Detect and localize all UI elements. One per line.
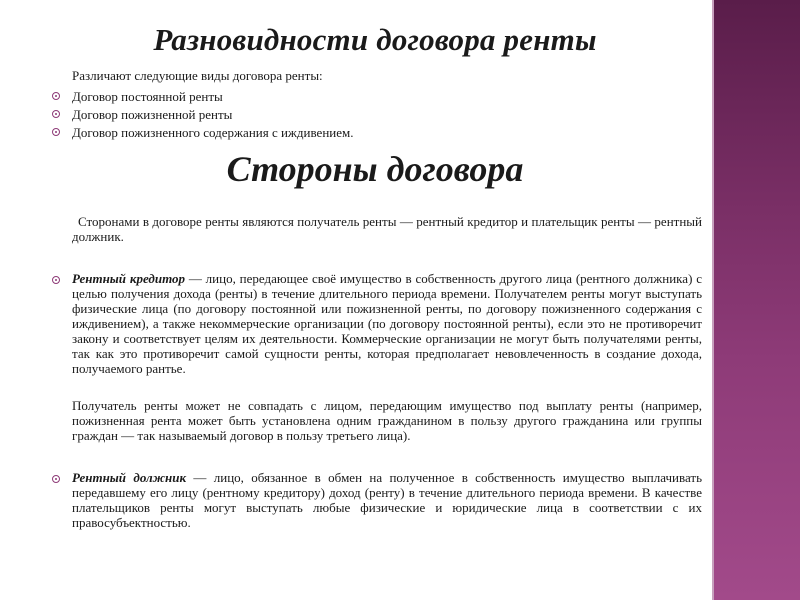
list-item <box>0 124 353 142</box>
bullet-icon <box>52 92 60 100</box>
bullet-icon <box>52 276 60 284</box>
slide-title: Разновидности договора ренты <box>153 22 597 57</box>
debtor-definition: — лицо, обязанное в обмен на полученное в собственность имущество выплачивать передавшему его лицу (рентному кредитору) доход (ренту) в течение длительного периода времени. В качестве плательщиков ренты могут выступать любые физические и юридические лица в соответствии с их правосубъектностью. <box>72 470 703 530</box>
kinds-intro: Различают следующие виды договора ренты: <box>72 68 323 83</box>
list-item <box>0 106 353 124</box>
kinds-list <box>0 88 353 142</box>
debtor-term: Рентный должник <box>72 470 187 485</box>
bullet-icon <box>52 128 60 136</box>
creditor-paragraph <box>72 271 702 376</box>
creditor-definition: — лицо, передающее своё имущество в собственность другого лица (рентного должника) с целью получения дохода (ренты) в течение длительного периода времени. Получателем ренты могут выступать физические лица (по договору постоянной или пожизненной ренты, по договору пожизненного содержания с иждивением), а также некоммерческие организации (по договору постоянной ренты), если это не противоречит закону и соответствует целям их деятельности. Коммерческие организации не могут быть получателями ренты, так как это противоречит самой сущности ренты, которая предполагает невовлеченность в создание дохода, получаемого рантье. <box>72 271 702 376</box>
creditor-term: Рентный кредитор <box>72 271 186 286</box>
debtor-paragraph <box>72 470 702 530</box>
list-item-text: Договор пожизненной ренты <box>72 107 233 122</box>
parties-heading: Стороны договора <box>226 149 524 189</box>
bullet-icon <box>52 110 60 118</box>
list-item-text: Договор постоянной ренты <box>72 89 223 104</box>
list-item <box>0 88 353 106</box>
recipient-paragraph: Получатель ренты может не совпадать с лицом, передающим имущество под выплату ренты (например, пожизненная рента может быть установлена одним гражданином в пользу другого гражданина или группы граждан — так называемый договор в пользу третьего лица). <box>72 398 702 443</box>
list-item-text: Договор пожизненного содержания с иждивением. <box>72 125 354 140</box>
bullet-icon <box>52 475 60 483</box>
parties-intro: Сторонами в договоре ренты являются получатель ренты — рентный кредитор и плательщик ренты — рентный должник. <box>72 214 702 244</box>
decorative-side-band <box>712 0 800 600</box>
